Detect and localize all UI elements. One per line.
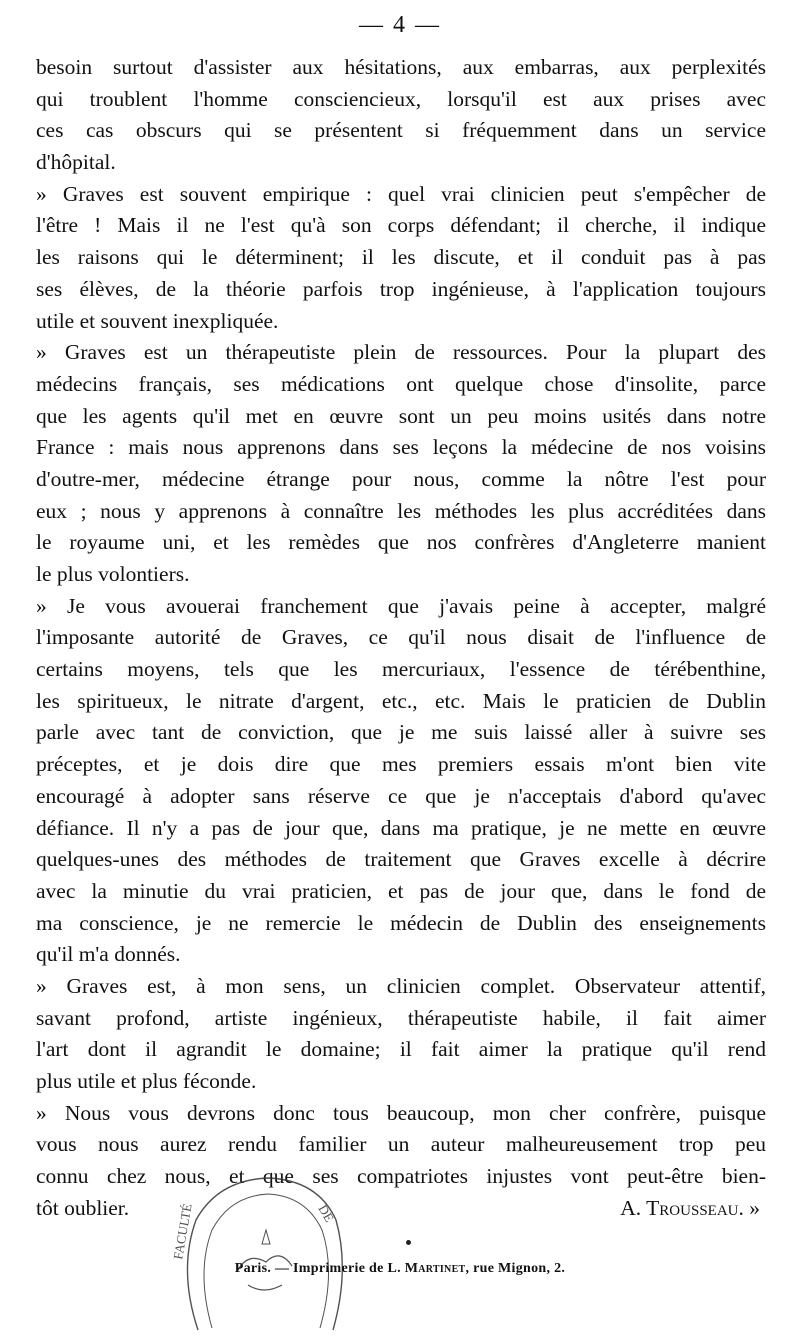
text-line: l'être ! Mais il ne l'est qu'à son corps défendant; il cherche, il indique xyxy=(36,213,766,238)
text-line: encouragé à adopter sans réserve ce que je n'acceptais d'abord qu'avec xyxy=(36,783,766,808)
imprint-suffix: , rue Mignon, 2. xyxy=(465,1261,566,1276)
text-line: d'outre-mer, médecine étrange pour nous, comme la nôtre l'est pour xyxy=(36,466,766,491)
text-line: les spiritueux, le nitrate d'argent, etc., etc. Mais le praticien de Dublin xyxy=(36,688,766,713)
text-line: d'hôpital. xyxy=(36,150,116,175)
text-line: » Nous vous devrons donc tous beaucoup, mon cher confrère, puisque xyxy=(36,1100,766,1125)
printer-imprint xyxy=(0,1261,800,1277)
text-line: qui troublent l'homme consciencieux, lorsqu'il est aux prises avec xyxy=(36,86,766,111)
text-line: avec la minutie du vrai praticien, et pas de jour que, dans le fond de xyxy=(36,878,766,903)
closing-text: tôt oublier. xyxy=(36,1195,130,1220)
text-line: l'imposante autorité de Graves, ce qu'il nous disait de l'influence de xyxy=(36,625,766,650)
text-line: ses élèves, de la théorie parfois trop ingénieuse, à l'application toujours xyxy=(36,276,766,301)
text-line: certains moyens, tels que les mercuriaux, l'essence de térébenthine, xyxy=(36,657,766,682)
svg-text:DE: DE xyxy=(315,1202,338,1225)
text-line: vous nous aurez rendu familier un auteur malheureusement trop peu xyxy=(36,1132,766,1157)
author-signature: A. Trousseau. » xyxy=(620,1195,760,1220)
text-line: les raisons qui le déterminent; il les discute, et il conduit pas à pas xyxy=(36,245,766,270)
text-line: » Graves est souvent empirique : quel vrai clinicien peut s'empêcher de xyxy=(36,181,766,206)
text-line: parle avec tant de conviction, que je me suis laissé aller à suivre ses xyxy=(36,720,766,745)
ink-speck xyxy=(406,1240,411,1245)
text-line: l'art dont il agrandit le domaine; il fait aimer la pratique qu'il rend xyxy=(36,1037,766,1062)
page-number: — 4 — xyxy=(359,12,441,38)
text-line: le plus volontiers. xyxy=(36,562,190,586)
text-line: le royaume uni, et les remèdes que nos confrères d'Angleterre manient xyxy=(36,530,766,555)
text-line: utile et souvent inexpliquée. xyxy=(36,308,279,333)
text-line: médecins français, ses médications ont quelque chose d'insolite, parce xyxy=(36,371,766,396)
text-line: quelques-unes des méthodes de traitement que Graves excelle à décrire xyxy=(36,847,766,872)
text-line: » Je vous avouerai franchement que j'avais peine à accepter, malgré xyxy=(36,593,766,618)
imprint-name: Martinet xyxy=(404,1261,466,1276)
svg-text:FACULTÉ: FACULTÉ xyxy=(170,1202,195,1261)
text-line: eux ; nous y apprenons à connaître les méthodes les plus accréditées dans xyxy=(36,498,766,523)
text-line: ma conscience, je ne remercie le médecin de Dublin des enseignements xyxy=(36,910,766,935)
body-text xyxy=(36,52,766,1224)
text-line: défiance. Il n'y a pas de jour que, dans ma pratique, je ne mette en œuvre xyxy=(36,815,766,840)
text-line: France : mais nous apprenons dans ses leçons la médecine de nos voisins xyxy=(36,435,766,460)
text-line: » Graves est un thérapeutiste plein de ressources. Pour la plupart des xyxy=(36,340,766,365)
imprint-prefix: Paris. — Imprimerie de L. xyxy=(234,1261,405,1276)
library-stamp xyxy=(168,1160,358,1340)
text-line: que les agents qu'il met en œuvre sont un peu moins usités dans notre xyxy=(36,403,766,428)
text-line: ces cas obscurs qui se présentent si fréquemment dans un service xyxy=(36,118,766,143)
closing-line xyxy=(36,1193,766,1225)
text-line: qu'il m'a donnés. xyxy=(36,942,181,967)
text-line: besoin surtout d'assister aux hésitations, aux embarras, aux perplexités xyxy=(36,55,766,79)
text-line: plus utile et plus féconde. xyxy=(36,1069,257,1093)
text-line: savant profond, artiste ingénieux, thérapeutiste habile, il fait aimer xyxy=(36,1005,766,1030)
text-line: préceptes, et je dois dire que mes premiers essais m'ont bien vite xyxy=(36,752,766,777)
text-line: » Graves est, à mon sens, un clinicien complet. Observateur attentif, xyxy=(36,973,766,998)
text-line: connu chez nous, et que ses compatriotes injustes vont peut-être bien- xyxy=(36,1164,766,1189)
